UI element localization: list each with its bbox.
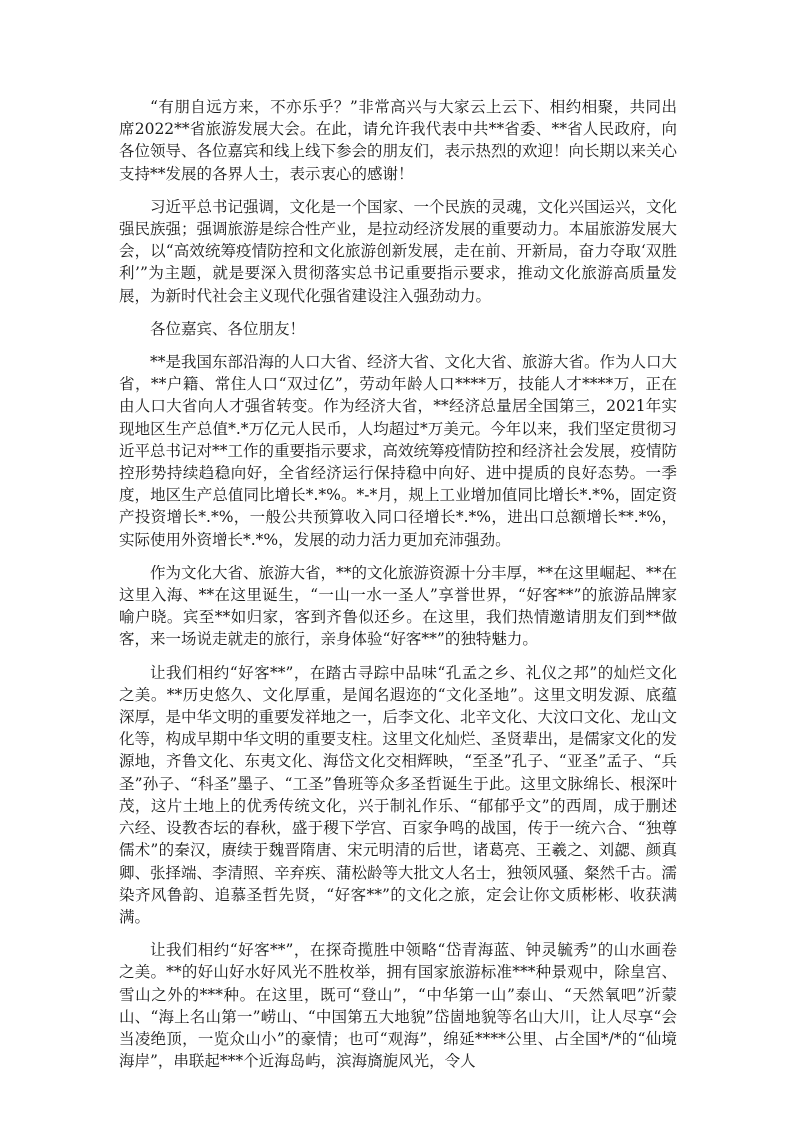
paragraph-xi-culture-tourism: 习近平总书记强调，文化是一个国家、一个民族的灵魂，文化兴国运兴，文化强民族强；强调旅游是综合性产业，是拉动经济发展的重要动力。本届旅游发展大会，以“高效统筹疫情防控和文化旅游创新发展，走在前、开新局，奋力夺取‘双胜利’”为主题，就是要深入贯彻落实总书记重要指示要求，推动文化旅游高质量发展，为新时代社会主义现代化强省建设注入强劲动力。 — [119, 197, 678, 305]
paragraph-tourism-resources: 作为文化大省、旅游大省，**的文化旅游资源十分丰厚，**在这里崛起、**在这里入海、**在这里诞生，“一山一水一圣人”享誉世界，“好客**”的旅游品牌家喻户晓。宾至**如归家，客到齐鲁似还乡。在这里，我们热情邀请朋友们到**做客，来一场说走就走的旅行，亲身体验“好客**”的独特魅力。 — [119, 563, 678, 649]
document-page — [119, 96, 677, 1083]
paragraph-economy: **是我国东部沿海的人口大省、经济大省、文化大省、旅游大省。作为人口大省，**户籍、常住人口“双过亿”，劳动年龄人口****万，技能人才****万，正在由人口大省向人才强省转变。作为经济大省，**经济总量居全国第三，2021年实现地区生产总值*.*万亿元人民币，人均超过*万美元。今年以来，我们坚定贯彻习近平总书记对**工作的重要指示要求，高效统筹疫情防控和经济社会发展，疫情防控形势持续趋稳向好，全省经济运行保持稳中向好、进中提质的良好态势。一季度，地区生产总值同比增长*.*%。*-*月，规上工业增加值同比增长*.*%，固定资产投资增长*.*%，一般公共预算收入同口径增长*.*%，进出口总额增长**.*%，实际使用外资增长*.*%，发展的动力活力更加充沛强劲。 — [119, 353, 678, 549]
paragraph-opening-welcome: “有朋自远方来，不亦乐乎？”非常高兴与大家云上云下、相约相聚，共同出席2022**省旅游发展大会。在此，请允许我代表中共**省委、**省人民政府，向各位领导、各位嘉宾和线上线下参会的朋友们，表示热烈的欢迎！向长期以来关心支持**发展的各界人士，表示衷心的感谢！ — [119, 98, 678, 183]
paragraph-culture-beauty: 让我们相约“好客**”，在踏古寻踪中品味“孔孟之乡、礼仪之邦”的灿烂文化之美。**历史悠久、文化厚重，是闻名遐迩的“文化圣地”。这里文明发源、底蕴深厚，是中华文明的重要发祥地之一，后李文化、北辛文化、大汶口文化、龙山文化等，构成早期中华文明的重要支柱。这里文化灿烂、圣贤辈出，是儒家文化的发源地，齐鲁文化、东夷文化、海岱文化交相辉映，“至圣”孔子、“亚圣”孟子、“兵圣”孙子、“科圣”墨子、“工圣”鲁班等众多圣哲诞生于此。这里文脉绵长、根深叶茂，这片土地上的优秀传统文化，兴于制礼作乐、“郁郁乎文”的西周，成于删述六经、设教杏坛的春秋，盛于稷下学宫、百家争鸣的战国，传于一统六合、“独尊儒术”的秦汉，赓续于魏晋隋唐、宋元明清的后世，诸葛亮、王羲之、刘勰、颜真卿、张择端、李清照、辛弃疾、蒲松龄等大批文人名士，独领风骚、粲然千古。濡染齐风鲁韵、追慕圣哲先贤，“好客**”的文化之旅，定会让你文质彬彬、收获满满。 — [119, 663, 678, 926]
paragraph-landscape-beauty: 让我们相约“好客**”，在探奇揽胜中领略“岱青海蓝、钟灵毓秀”的山水画卷之美。**的好山好水好风光不胜枚举，拥有国家旅游标准***种景观中，除皇宫、雪山之外的***种。在这里，既可“登山”，“中华第一山”泰山、“天然氧吧”沂蒙山、“海上名山第一”崂山、“中国第五大地貌”岱崮地貌等名山大川，让人尽享“会当凌绝顶，一览众山小”的豪情；也可“观海”，绵延****公里、占全国*/*的“仙境海岸”，串联起***个近海岛屿，滨海旖旎风光，令人 — [119, 941, 677, 1071]
paragraph-greeting: 各位嘉宾、各位朋友！ — [150, 319, 306, 338]
